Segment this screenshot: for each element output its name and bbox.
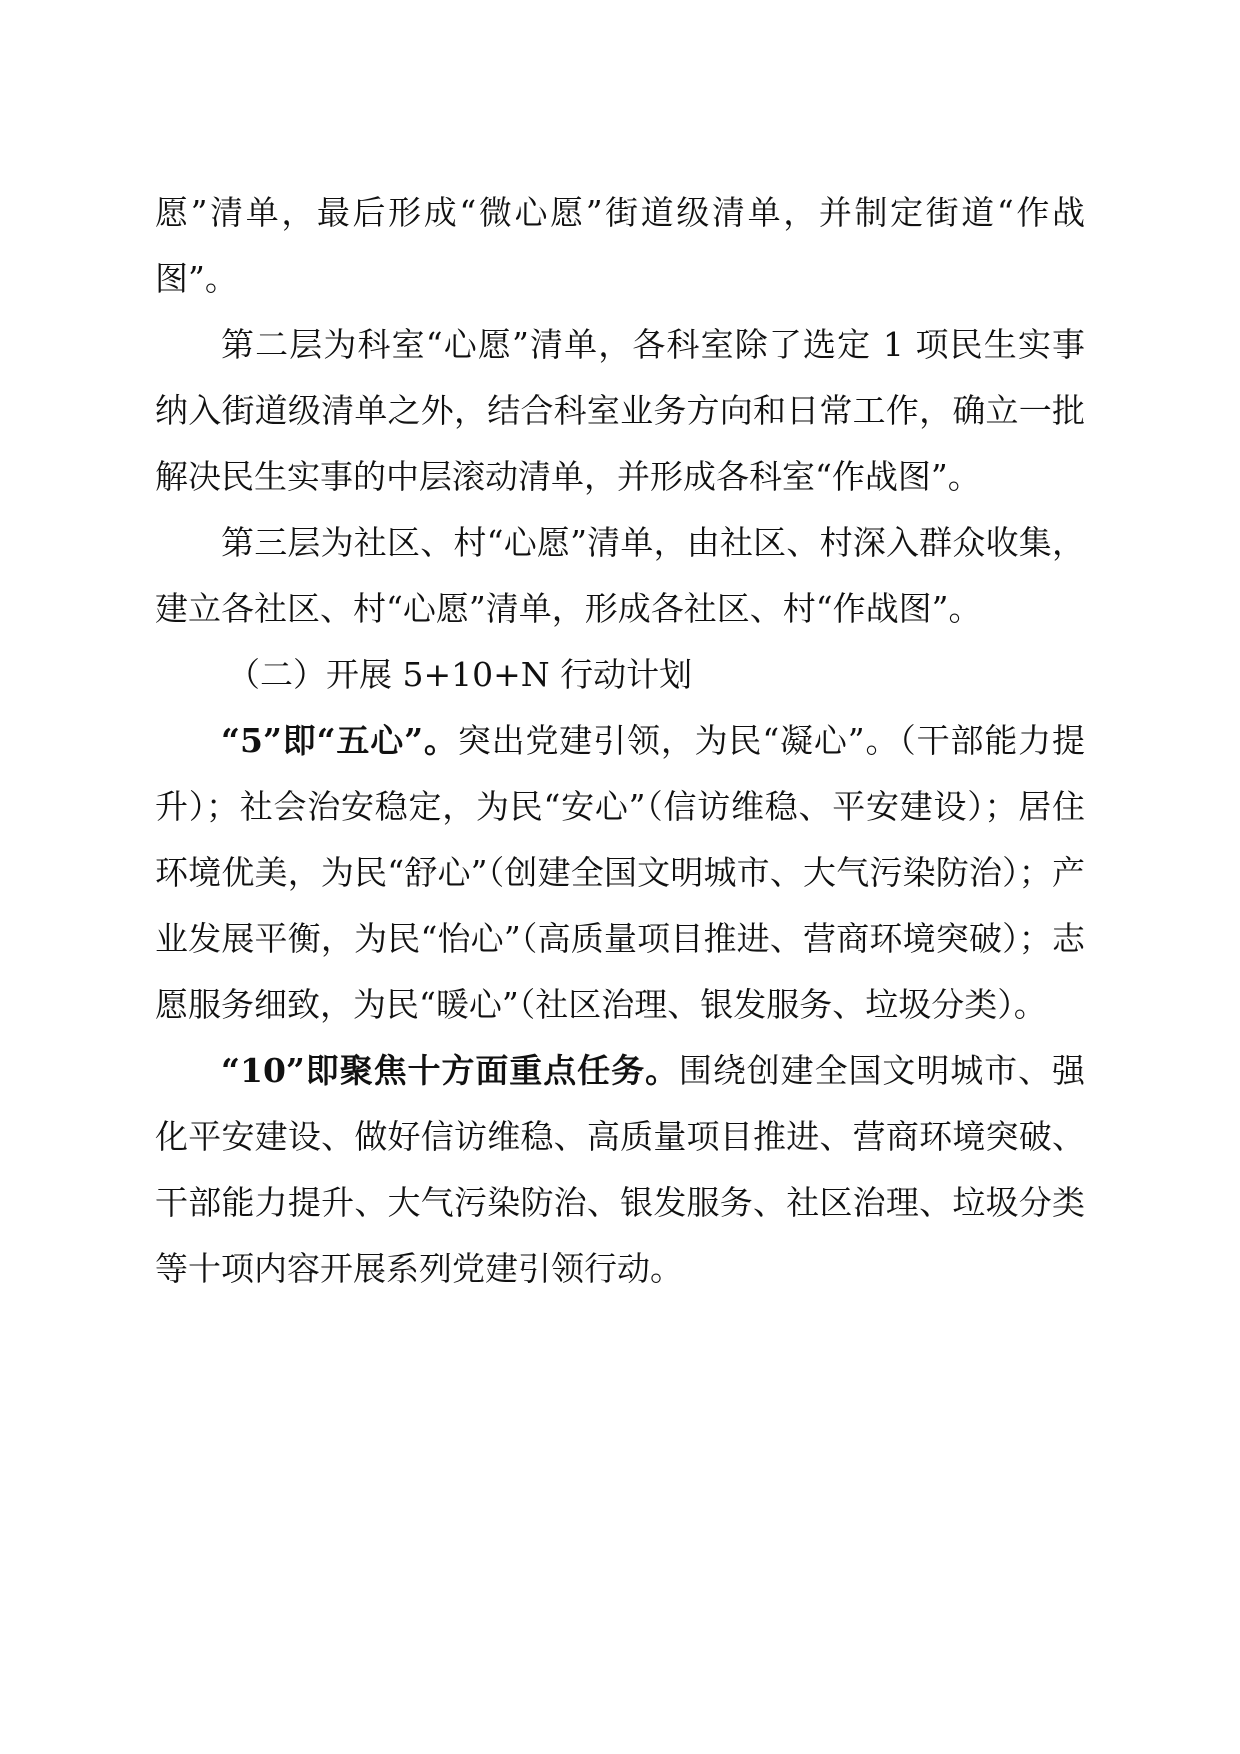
paragraph-lead-bold: “5”即“五心”。 [221, 721, 458, 760]
paragraph-lead-bold: “10”即聚焦十方面重点任务。 [221, 1051, 679, 1090]
subheading-text: （二）开展 5+10+N 行动计划 [227, 655, 693, 694]
document-body [155, 180, 1085, 1302]
paragraph-continuation [155, 180, 1085, 312]
paragraph-ten-tasks [155, 1038, 1085, 1302]
paragraph-second-layer [155, 312, 1085, 510]
section-subheading [155, 642, 1085, 708]
paragraph-text: 第二层为科室“心愿”清单，各科室除了选定 1 项民生实事纳入街道级清单之外，结合科室业务方向和日常工作，确立一批解决民生实事的中层滚动清单，并形成各科室“作战图”。 [155, 325, 1085, 496]
paragraph-text: 愿”清单，最后形成“微心愿”街道级清单，并制定街道“作战图”。 [155, 193, 1085, 298]
paragraph-third-layer [155, 510, 1085, 642]
paragraph-text: 突出党建引领，为民“凝心”。（干部能力提升）；社会治安稳定，为民“安心”（信访维稳、平安建设）；居住环境优美，为民“舒心”（创建全国文明城市、大气污染防治）；产业发展平衡，为民“怡心”（高质量项目推进、营商环境突破）；志愿服务细致，为民“暖心”（社区治理、银发服务、垃圾分类）。 [155, 721, 1085, 1024]
paragraph-text: 围绕创建全国文明城市、强化平安建设、做好信访维稳、高质量项目推进、营商环境突破、干部能力提升、大气污染防治、银发服务、社区治理、垃圾分类等十项内容开展系列党建引领行动。 [155, 1051, 1086, 1288]
paragraph-text: 第三层为社区、村“心愿”清单，由社区、村深入群众收集，建立各社区、村“心愿”清单，形成各社区、村“作战图”。 [155, 523, 1085, 628]
paragraph-five-hearts [155, 708, 1085, 1038]
